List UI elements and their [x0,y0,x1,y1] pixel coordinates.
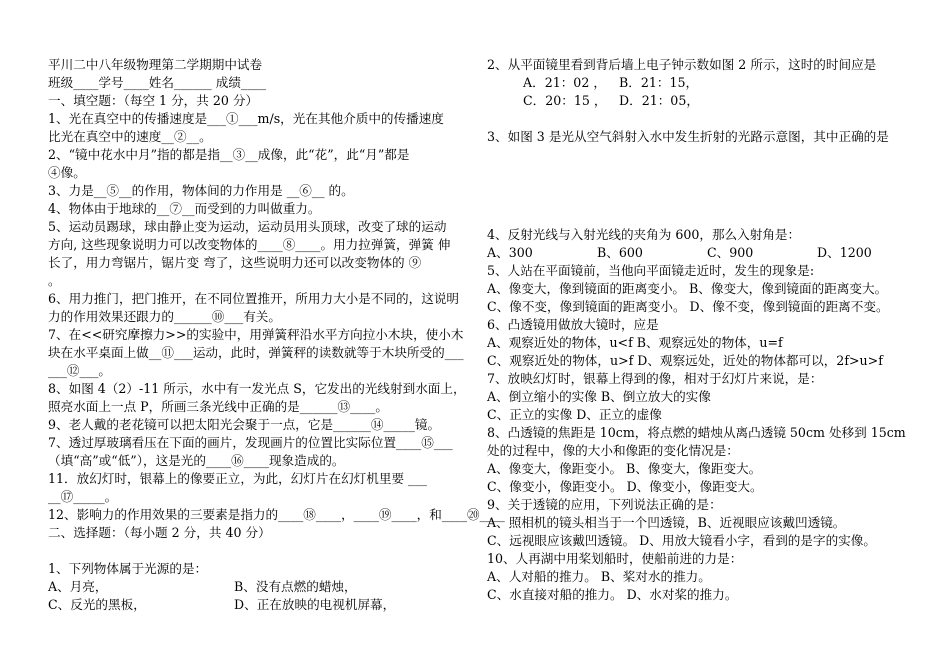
question-line: 8、如图 4（2）-11 所示，水中有一发光点 S，它发出的光线射到水面上， [48,381,466,396]
option-line: A、照相机的镜头相当于一个凹透镜，B、近视眼应该戴凹透镜。 [487,515,846,530]
question-line: 12、影响力的作用效果的三要素是指力的____⑱____，____⑲____，和____⑳____ [48,507,505,522]
section-heading-fill: 一、填空题：（每空 1 分，共 20 分） [48,93,259,108]
option: A、300 [487,245,533,260]
option: C、900 [707,245,754,260]
option: C、反光的黑板， [48,597,146,612]
option: D、正在放映的电视机屏幕， [234,597,396,612]
question-line: ___⑫___。 [48,363,111,378]
figure-area [487,146,917,226]
option: D、1200 [817,245,872,260]
question-line: 9、关于透镜的应用，下列说法正确的是： [487,497,722,512]
option-line: A、人对船的推力。 B、桨对水的推力。 [487,569,711,584]
option-line: C、观察近处的物体，u>f D、观察远处，近处的物体都可以，2f>u>f [487,353,883,368]
spacer [487,110,917,128]
option-row [48,578,468,596]
question-line: 方向, 这些现象说明力可以改变物体的____⑧____。用力拉弹簧，弹簧 伸 [48,237,451,252]
question-line: 3、如图 3 是光从空气斜射入水中发生折射的光路示意图，其中正确的是 [487,129,889,144]
question-line: 。 [48,273,61,288]
question-line: 6、凸透镜用做放大镜时，应是 [487,317,659,332]
question-line: 6、用力推门，把门推开，在不同位置推开，所用力大小是不同的，这说明 [48,291,460,306]
question-line: 块在水平桌面上做__⑪___运动，此时，弹簧秤的读数就等于木块所受的___ [48,345,464,360]
option: B．21：15， [619,75,699,90]
question-line: 2、从平面镜里看到背后墙上电子钟示数如图 2 所示，这时的时间应是 [487,57,877,72]
question-line: 5、人站在平面镜前，当他向平面镜走近时，发生的现象是: [487,263,815,278]
question-line: 4、物体由于地球的__⑦__而受到的力叫做重力。 [48,201,321,216]
option-line: A、像变大，像到镜面的距离变小。 B、像变大，像到镜面的距离变大。 [487,281,888,296]
student-info-line: 班级____学号____姓名______ 成绩____ [48,75,267,90]
question-line: 处的过程中，像的大小和像距的变化情况是： [487,443,739,458]
option-line: A、像变大，像距变小。 B、像变大，像距变大。 [487,461,762,476]
question-line: ④像。 [48,165,86,180]
question-line: 长了，用力弯锯片，锯片变 弯了，这些说明力还可以改变物体的 ⑨ [48,255,422,270]
option-line: A、倒立缩小的实像 B、倒立放大的实像 [487,389,711,404]
question-line: 比光在真空中的速度__②__。 [48,129,212,144]
option: A、月亮， [48,579,108,594]
question-line: 1、光在真空中的传播速度是___①___m/s，光在其他介质中的传播速度 [48,111,444,126]
question-line: 5、运动员踢球，球由静止变为运动，运动员用头顶球，改变了球的运动 [48,219,447,234]
option: B、没有点燃的蜡烛， [234,579,357,594]
question-line: 8、凸透镜的焦距是 10cm，将点燃的蜡烛从离凸透镜 50cm 处移到 15cm [487,425,906,440]
option-row [487,244,917,262]
question-line: 3、力是__⑤__的作用，物体间的力作用是 __⑥__ 的。 [48,183,354,198]
option-line: C、像不变，像到镜面的距离变小。 D、像不变，像到镜面的距离不变。 [487,299,889,314]
question-line: 7、在<<研究摩擦力>>的实验中，用弹簧秤沿水平方向拉小木块，使小木 [48,327,464,342]
question-line: （填“高”或“低”），这是光的____⑯____现象造成的。 [48,453,345,468]
spacer [48,542,468,560]
option-line: C、正立的实像 D、正立的虚像 [487,407,662,422]
question-line: 2、“镜中花水中月”指的都是指__③__成像，此“花”，此“月”都是 [48,147,410,162]
left-column [48,56,505,614]
option-line: C、水直接对船的推力。 D、水对桨的推力。 [487,587,738,602]
question-line: 7、放映幻灯时，银幕上得到的像，相对于幻灯片来说，是： [487,371,823,386]
option: B、600 [597,245,643,260]
option-line: C、远视眼应该戴凹透镜。 D、用放大镜看小字，看到的是字的实像。 [487,533,876,548]
question-line: 7、透过厚玻璃看压在下面的画片，发现画片的位置比实际位置____⑮___ [48,435,453,450]
question-line: 9、老人戴的老花镜可以把太阳光会聚于一点，它是______⑭_____镜。 [48,417,441,432]
question-line: __⑰_____。 [48,489,118,504]
right-column [487,56,917,604]
question-line: 11．放幻灯时，银幕上的像要正立，为此，幻灯片在幻灯机里要 ___ [48,471,427,486]
option-line: C、像变小，像距变小。 D、像变小，像距变大。 [487,479,763,494]
question-line: 10、人再湖中用桨划船时，使船前进的力是： [487,551,743,566]
question-line: 1、下列物体属于光源的是： [48,561,208,576]
option-row [487,74,917,92]
section-heading-choice: 二、选择题：（每小题 2 分，共 40 分） [48,525,271,540]
option: C．20：15 ， [523,93,607,108]
question-line: 照亮水面上一点 P，所画三条光线中正确的是______⑬____。 [48,399,388,414]
option: A．21：02 ， [523,75,606,90]
question-line: 力的作用效果还跟力的______⑩___有关。 [48,309,281,324]
option-row [48,596,468,614]
question-line: 4、反射光线与入射光线的夹角为 600，那么入射角是： [487,227,801,242]
option-line: A、观察近处的物体，u<f B、观察远处的物体，u=f [487,335,783,350]
option: D．21：05， [619,93,699,108]
exam-title: 平川二中八年级物理第二学期期中试卷 [48,57,263,72]
option-row [487,92,917,110]
